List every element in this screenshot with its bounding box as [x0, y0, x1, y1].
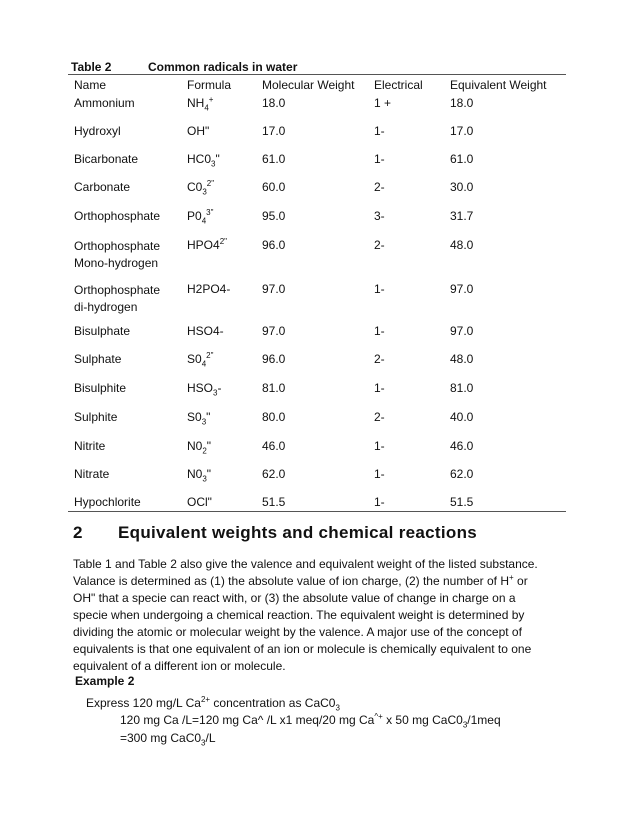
formula-subscript: 3 — [201, 417, 207, 427]
table-top-rule — [68, 74, 566, 75]
cell-molecular-weight: 96.0 — [262, 238, 286, 252]
cell-molecular-weight: 18.0 — [262, 96, 286, 110]
cell-electrical: 1- — [374, 381, 385, 395]
section-heading — [73, 523, 477, 543]
cell-molecular-weight: 95.0 — [262, 209, 286, 223]
section-number: 2 — [73, 523, 83, 542]
cell-equivalent-weight: 30.0 — [450, 180, 474, 194]
cell-name: Hydroxyl — [74, 124, 121, 138]
cell-equivalent-weight: 51.5 — [450, 495, 474, 509]
cell-molecular-weight: 96.0 — [262, 352, 286, 366]
example-title: Example 2 — [75, 674, 135, 688]
cell-electrical: 1- — [374, 152, 385, 166]
formula-subscript: 4 — [201, 216, 207, 226]
example-line-2 — [120, 712, 501, 730]
cell-molecular-weight: 61.0 — [262, 152, 286, 166]
paragraph-line: equivalents is that one equivalent of an ion or molecule is chemically equivalent to one — [73, 642, 532, 656]
paragraph-line: specie when undergoing a chemical reaction. The equivalent weight is determined by — [73, 608, 525, 622]
formula-base: HSO — [187, 381, 214, 395]
formula-base: N0 — [187, 467, 203, 481]
cell-name: Orthophosphate — [74, 209, 161, 223]
cell-formula — [187, 351, 214, 369]
cell-formula — [187, 208, 214, 226]
header-name: Name — [74, 78, 107, 92]
cell-molecular-weight: 46.0 — [262, 439, 286, 453]
formula-subscript: 3 — [213, 388, 218, 398]
cell-name: Nitrate — [74, 467, 110, 481]
cell-formula — [187, 152, 220, 169]
cell-formula — [187, 439, 212, 456]
cell-formula — [187, 238, 227, 252]
formula-tail: " — [206, 439, 212, 453]
cell-equivalent-weight: 97.0 — [450, 324, 474, 338]
formula-base: OCl" — [187, 495, 212, 509]
cell-name: Sulphite — [74, 410, 118, 424]
cell-equivalent-weight: 48.0 — [450, 352, 474, 366]
formula-tail: " — [206, 467, 212, 481]
formula-subscript: 3 — [211, 159, 216, 169]
formula-subscript: 4 — [204, 103, 209, 113]
cell-name: Ammonium — [74, 96, 135, 110]
cell-electrical: 2- — [374, 238, 385, 252]
superscript: ^+ — [374, 712, 383, 721]
table-bottom-rule — [68, 511, 566, 512]
cell-equivalent-weight: 17.0 — [450, 124, 474, 138]
paragraph-line: Table 1 and Table 2 also give the valence and equivalent weight of the listed substance. — [73, 557, 538, 571]
example-text: Express 120 mg/L Ca — [86, 696, 201, 710]
cell-formula — [187, 124, 209, 138]
cell-electrical: 3- — [374, 209, 385, 223]
table-label: Table 2 — [71, 60, 112, 74]
formula-base: P0 — [187, 209, 202, 223]
cell-formula — [187, 467, 212, 484]
cell-electrical: 2- — [374, 410, 385, 424]
cell-electrical: 1- — [374, 439, 385, 453]
cell-equivalent-weight: 62.0 — [450, 467, 474, 481]
cell-equivalent-weight: 97.0 — [450, 282, 474, 296]
cell-formula — [187, 179, 215, 197]
cell-equivalent-weight: 81.0 — [450, 381, 474, 395]
cell-name: Carbonate — [74, 180, 131, 194]
formula-base: HSO4- — [187, 324, 224, 338]
subscript: 3 — [201, 738, 206, 748]
header-electrical: Electrical — [374, 78, 423, 92]
cell-equivalent-weight: 46.0 — [450, 439, 474, 453]
example-line-3 — [120, 731, 216, 748]
cell-name: Bisulphite — [74, 381, 127, 395]
cell-electrical: 2- — [374, 352, 385, 366]
formula-subscript: 4 — [201, 359, 207, 369]
cell-name: Hypochlorite — [74, 495, 141, 509]
cell-molecular-weight: 80.0 — [262, 410, 286, 424]
formula-base: C0 — [187, 180, 203, 194]
cell-formula — [187, 324, 224, 338]
example-text: =300 mg CaC0 — [120, 731, 202, 745]
cell-name: Orthophosphate Mono-hydrogen — [74, 239, 161, 270]
example-text: x 50 mg CaC0 — [382, 713, 463, 727]
cell-formula — [187, 410, 211, 427]
cell-name: Orthophosphate di-hydrogen — [74, 283, 161, 314]
example-line-1 — [86, 695, 340, 713]
formula-base: N0 — [187, 439, 203, 453]
cell-formula — [187, 282, 230, 296]
formula-base: NH — [187, 96, 205, 110]
cell-electrical: 1- — [374, 124, 385, 138]
cell-electrical: 1- — [374, 467, 385, 481]
formula-base: HPO4 — [187, 238, 220, 252]
formula-subscript: 3 — [202, 187, 207, 197]
cell-molecular-weight: 60.0 — [262, 180, 286, 194]
section-title: Equivalent weights and chemical reactions — [118, 523, 478, 542]
header-molecular-weight: Molecular Weight — [262, 78, 355, 92]
example-text: 120 mg Ca /L=120 mg Ca^ /L x1 meq/20 mg Ca — [120, 713, 375, 727]
cell-name: Bicarbonate — [74, 152, 139, 166]
body-paragraph — [73, 556, 573, 675]
cell-electrical: 1- — [374, 282, 385, 296]
cell-molecular-weight: 97.0 — [262, 324, 286, 338]
cell-molecular-weight: 62.0 — [262, 467, 286, 481]
paragraph-text: or — [513, 574, 528, 588]
formula-superscript: 3" — [206, 208, 214, 217]
cell-formula — [187, 381, 222, 398]
formula-base: S0 — [187, 410, 202, 424]
cell-equivalent-weight: 18.0 — [450, 96, 474, 110]
cell-molecular-weight: 81.0 — [262, 381, 286, 395]
cell-molecular-weight: 17.0 — [262, 124, 286, 138]
formula-tail: " — [215, 152, 220, 166]
cell-equivalent-weight: 31.7 — [450, 209, 474, 223]
header-formula: Formula — [187, 78, 232, 92]
cell-electrical: 1 + — [374, 96, 392, 110]
paragraph-line: OH" that a specie can react with, or (3) the absolute value of change in charge on a — [73, 591, 516, 605]
cell-molecular-weight: 97.0 — [262, 282, 286, 296]
formula-base: S0 — [187, 352, 202, 366]
table-title: Common radicals in water — [148, 60, 298, 74]
formula-superscript: 2" — [219, 237, 227, 246]
formula-superscript: 2" — [206, 179, 215, 188]
formula-base: OH" — [187, 124, 210, 138]
cell-electrical: 1- — [374, 324, 385, 338]
header-equivalent-weight: Equivalent Weight — [450, 78, 547, 92]
cell-name: Nitrite — [74, 439, 106, 453]
cell-equivalent-weight: 48.0 — [450, 238, 474, 252]
cell-equivalent-weight: 40.0 — [450, 410, 474, 424]
paragraph-line: dividing the atomic or molecular weight by the valence. A major use of the concept of — [73, 625, 522, 639]
cell-molecular-weight: 51.5 — [262, 495, 286, 509]
formula-superscript: 2" — [206, 351, 214, 360]
example-text: concentration as CaC0 — [210, 696, 336, 710]
formula-tail: - — [217, 381, 222, 395]
paragraph-line — [73, 573, 573, 590]
cell-name: Sulphate — [74, 352, 122, 366]
subscript: 3 — [335, 703, 340, 713]
example-text: /1meq — [467, 713, 501, 727]
formula-superscript: + — [208, 95, 214, 104]
cell-electrical: 2- — [374, 180, 385, 194]
cell-formula — [187, 495, 212, 509]
superscript: 2+ — [200, 695, 211, 704]
cell-equivalent-weight: 61.0 — [450, 152, 474, 166]
formula-tail: " — [206, 410, 211, 424]
paragraph-line: equivalent of a different ion or molecule. — [73, 659, 286, 673]
cell-electrical: 1- — [374, 495, 385, 509]
superscript: + — [509, 573, 514, 582]
formula-subscript: 3 — [202, 474, 207, 484]
cell-formula — [187, 95, 214, 113]
subscript: 3 — [462, 720, 468, 730]
example-text: /L — [205, 731, 216, 745]
formula-base: HC0 — [187, 152, 212, 166]
paragraph-text: Valance is determined as (1) the absolute value of ion charge, (2) the number of H — [73, 574, 510, 588]
formula-base: H2PO4- — [187, 282, 231, 296]
cell-name: Bisulphate — [74, 324, 131, 338]
formula-subscript: 2 — [202, 446, 207, 456]
